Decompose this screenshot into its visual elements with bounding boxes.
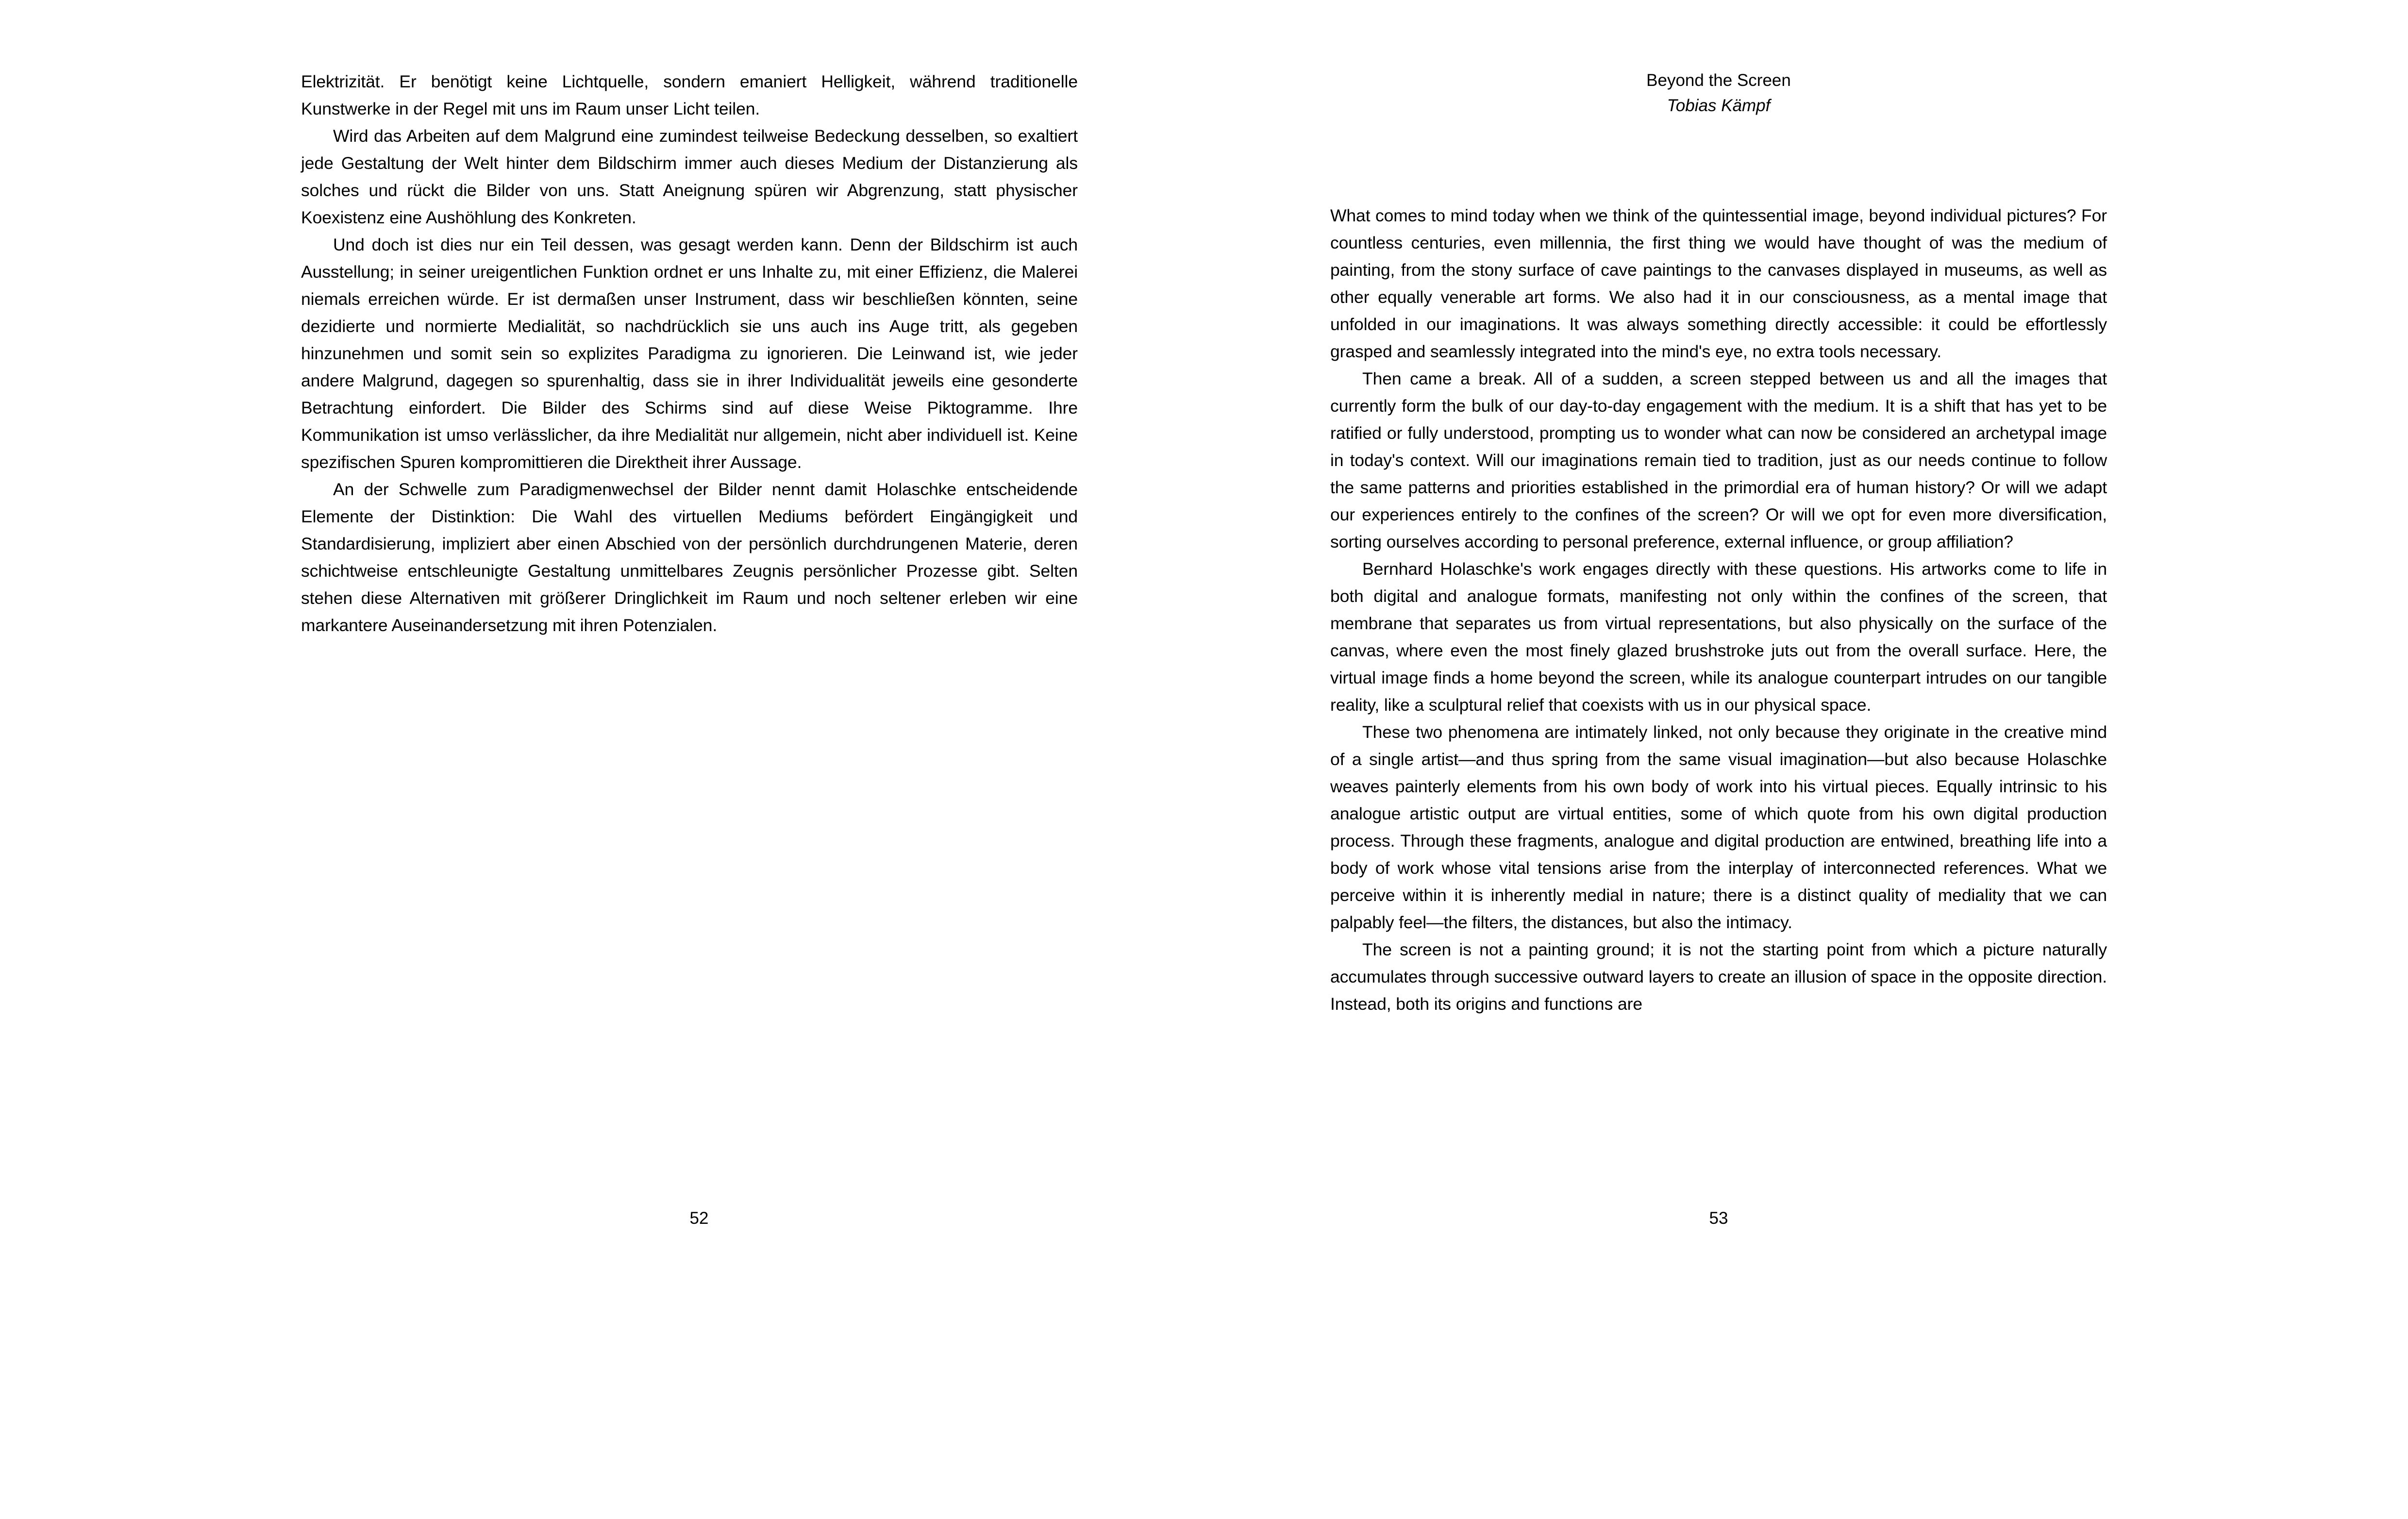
running-head-title: Beyond the Screen: [1646, 71, 1791, 90]
running-head-author: Tobias Kämpf: [1667, 96, 1771, 115]
page-number-right: 53: [1709, 1209, 1728, 1228]
paragraph: Bernhard Holaschke's work engages directly with these questions. His artworks come to life in both digital and analogue formats, manifesting not only within the confines of the screen, that membrane that separates us from virtual representations, but also physically on the surface of the canvas, where even the most finely glazed brushstroke juts out from the overall surface. Here, the virtual image finds a home beyond the screen, while its analogue counterpart intrudes on our tangible reality, like a sculptural relief that coexists with us in our physical space.: [1330, 559, 2107, 715]
right-page-text-block: [1330, 68, 2107, 1018]
paragraph: These two phenomena are intimately linked, not only because they originate in the creative mind of a single artist—and thus spring from the same visual imagination—but also because Holaschke weaves painterly elements from his own body of work into his virtual pieces. Equally intrinsic to his analogue artistic output are virtual entities, some of which quote from his own digital production process. Through these fragments, analogue and digital production are entwined, breathing life into a body of work whose vital tensions arise from the interplay of interconnected references. What we perceive within it is inherently medial in nature; there is a distinct quality of mediality that we can palpably feel—the filters, the distances, but also the intimacy.: [1330, 722, 2107, 932]
paragraph: An der Schwelle zum Paradigmenwechsel der Bilder nennt damit Holaschke entscheidende Elemente der Distinktion: Die Wahl des virtuellen Mediums befördert Eingängigkeit und Standardisierung, impliziert aber einen Abschied von der persönlich durchdrungenen Materie, deren schichtweise entschleunigte Gestaltung unmittelbares Zeugnis persönlicher Prozesse gibt. Selten stehen diese Alternativen mit größerer Dringlichkeit im Raum und noch seltener erleben wir eine markantere Auseinandersetzung mit ihren Potenzialen.: [301, 480, 1078, 635]
paragraph: What comes to mind today when we think of the quintessential image, beyond individual pictures? For countless centuries, even millennia, the first thing we would have thought of was the medium of painting, from the stony surface of cave paintings to the canvases displayed in museums, as well as other equally venerable art forms. We also had it in our consciousness, as a mental image that unfolded in our imaginations. It was always something directly accessible: it could be effortlessly grasped and seamlessly integrated into the mind's eye, no extra tools necessary.: [1330, 206, 2107, 361]
left-page-body: [301, 68, 1078, 639]
paragraph: Elektrizität. Er benötigt keine Lichtquelle, sondern emaniert Helligkeit, während traditionelle Kunstwerke in der Regel mit uns im Raum unser Licht teilen.: [301, 72, 1078, 118]
running-head: [1330, 68, 2107, 118]
left-page-text-block: [301, 68, 1078, 639]
paragraph: Und doch ist dies nur ein Teil dessen, was gesagt werden kann. Denn der Bildschirm ist auch Ausstellung; in seiner ureigentlichen Funktion ordnet er uns Inhalte zu, mit einer Effizienz, die Malerei niemals erreichen würde. Er ist dermaßen unser Instrument, dass wir beschließen könnten, seine dezidierte und normierte Medialität, so nachdrücklich sie uns auch ins Auge tritt, als gegeben hinzunehmen und somit sein so explizites Paradigma zu ignorieren. Die Leinwand ist, wie jeder andere Malgrund, dagegen so spurenhaltig, dass sie in ihrer Individualität jeweils eine gesonderte Betrachtung einfordert. Die Bilder des Schirms sind auf diese Weise Piktogramme. Ihre Kommunikation ist umso verlässlicher, da ihre Medialität nur allgemein, nicht aber individuell ist. Keine spezifischen Spuren kompromittieren die Direktheit ihrer Aussage.: [301, 235, 1078, 472]
paragraph: Wird das Arbeiten auf dem Malgrund eine zumindest teilweise Bedeckung desselben, so exaltiert jede Gestaltung der Welt hinter dem Bildschirm immer auch dieses Medium der Distanzierung als solches und rückt die Bilder von uns. Statt Aneignung spüren wir Abgrenzung, statt physischer Koexistenz eine Aushöhlung des Konkreten.: [301, 126, 1078, 227]
page-number-left: 52: [689, 1209, 709, 1228]
paragraph: The screen is not a painting ground; it is not the starting point from which a picture naturally accumulates through successive outward layers to create an illusion of space in the opposite direction. Instead, both its origins and functions are: [1330, 940, 2107, 1014]
right-page-body: [1330, 202, 2107, 1018]
paragraph: Then came a break. All of a sudden, a screen stepped between us and all the images that currently form the bulk of our day-to-day engagement with the medium. It is a shift that has yet to be ratified or fully understood, prompting us to wonder what can now be considered an archetypal image in today's context. Will our imaginations remain tied to tradition, just as our needs continue to follow the same patterns and priorities established in the primordial era of human history? Or will we adapt our experiences entirely to the confines of the screen? Or will we opt for even more diversification, sorting ourselves according to personal preference, external influence, or group affiliation?: [1330, 369, 2107, 551]
